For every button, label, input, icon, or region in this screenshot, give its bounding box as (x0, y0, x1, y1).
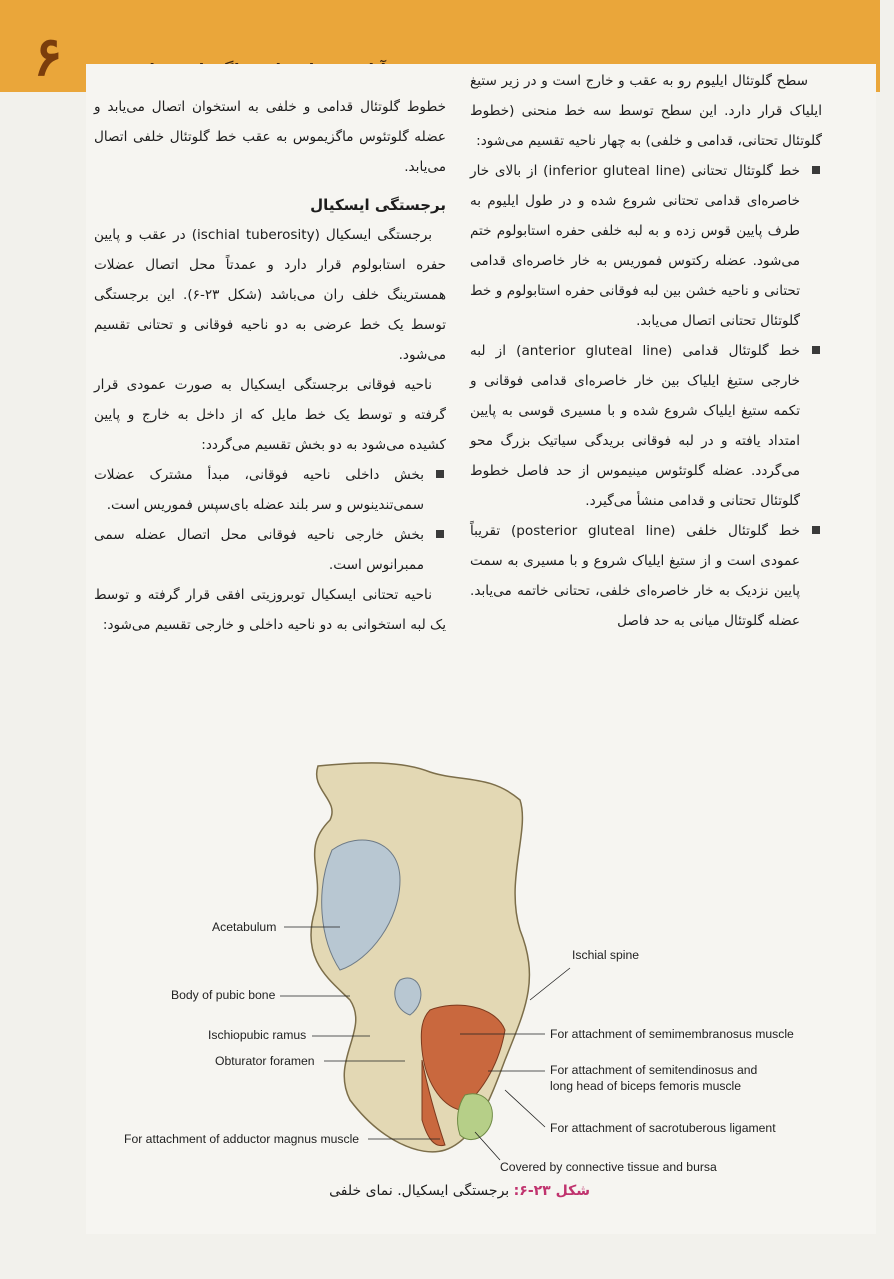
leader-ischial-spine (530, 968, 570, 1000)
bone-illustration (100, 760, 880, 1180)
leader-sacrotuberous (505, 1090, 545, 1127)
bullet-inferior-gluteal-line: خط گلوتئال تحتانی (inferior gluteal line) از بالای خار خاصره‌ای قدامی تحتانی شروع شده و در طول ایلیوم به طرف پایین قوس زده و به لبه خلفی حفره استابولوم ختم می‌شود. عضله رکتوس فموریس به خار خاصره‌ای قدامی تحتانی و ناحیه خشن بین لبه فوقانی حفره استابولوم و خط گلوتئال تحتانی اتصال می‌یابد. (470, 156, 822, 336)
sacrotuberous-area (458, 1094, 493, 1140)
label-semimembranosus-attachment: For attachment of semimembranosus muscle (550, 1027, 794, 1041)
bullet-square-icon (812, 526, 820, 534)
figure-caption (329, 1183, 590, 1199)
bullet-lateral-part: بخش خارجی ناحیه فوقانی محل اتصال عضله سمی ممبرانوس است. (94, 520, 446, 580)
bullet-posterior-gluteal-line: خط گلوتئال خلفی (posterior gluteal line) تقریباً عمودی است و از ستیغ ایلیاک شروع و با مسیری به سمت پایین نزدیک به خار خاصره‌ای خلفی، تحتانی خاتمه می‌یابد. عضله گلوتئال میانی به حد فاصل (470, 516, 822, 636)
label-sacrotuberous-attachment: For attachment of sacrotuberous ligament (550, 1121, 776, 1135)
label-adductor-attachment: For attachment of adductor magnus muscle (124, 1132, 360, 1146)
left-text-column (94, 92, 446, 640)
caption-text: برجستگی ایسکیال. نمای خلفی (329, 1183, 510, 1199)
continuation-paragraph: خطوط گلوتئال قدامی و خلفی به استخوان اتصال می‌یابد و عضله گلوتئوس ماگزیموس به عقب خط گلوتئال خلفی اتصال می‌یابد. (94, 99, 446, 175)
label-body-of-pubic-bone: Body of pubic bone (171, 988, 276, 1002)
caption-number: شکل ۲۳-۶: (513, 1183, 590, 1199)
right-text-column (470, 66, 822, 636)
label-ischial-spine: Ischial spine (572, 948, 640, 962)
chapter-number: ۶ (33, 24, 63, 88)
ischial-tuberosity-figure (100, 760, 880, 1180)
label-semitendinosus-attachment-1: For attachment of semitendinosus and (550, 1063, 758, 1077)
label-covered-bursa: Covered by connective tissue and bursa (500, 1160, 717, 1174)
bullet-anterior-gluteal-line: خط گلوتئال قدامی (anterior gluteal line) از لبه خارجی ستیغ ایلیاک بین خار خاصره‌ای قدامی فوقانی و تکمه ستیغ ایلیاک شروع شده و با مسیری قوسی به پایین امتداد یافته و در لبه فوقانی بریدگی سیاتیک بزرگ محو می‌گردد. عضله گلوتئوس مینیموس از حد فاصل خطوط گلوتئال تحتانی و قدامی منشأ می‌گیرد. (470, 336, 822, 516)
bullet-square-icon (436, 470, 444, 478)
leader-covered (475, 1132, 500, 1160)
label-ischiopubic-ramus: Ischiopubic ramus (208, 1028, 307, 1042)
paragraph-ischial-tuberosity: برجستگی ایسکیال (ischial tuberosity) در عقب و پایین حفره استابولوم قرار دارد و عمدتاً محل اتصال عضلات همسترینگ خلف ران می‌باشد (شکل ۲۳-۶). این برجستگی توسط یک خط عرضی به دو ناحیه فوقانی و تحتانی تقسیم می‌شود. (94, 227, 446, 363)
bullet-square-icon (436, 530, 444, 538)
label-acetabulum: Acetabulum (212, 920, 277, 934)
intro-paragraph: سطح گلوتئال ایلیوم رو به عقب و خارج است و در زیر ستیغ ایلیاک قرار دارد. این سطح توسط سه خط منحنی (خطوط گلوتئال تحتانی، قدامی و خلفی) به چهار ناحیه تقسیم می‌شود: (470, 73, 822, 149)
bullet-square-icon (812, 166, 820, 174)
paragraph-upper-region: ناحیه فوقانی برجستگی ایسکیال به صورت عمودی قرار گرفته و توسط یک خط مایل که از داخل به خارج و پایین کشیده می‌شود به دو بخش تقسیم می‌گردد: (94, 377, 446, 453)
label-obturator-foramen: Obturator foramen (215, 1054, 315, 1068)
bullet-medial-part: بخش داخلی ناحیه فوقانی، مبدأ مشترک عضلات سمی‌تندینوس و سر بلند عضله بای‌سپس فموریس است. (94, 460, 446, 520)
paragraph-lower-region: ناحیه تحتانی ایسکیال توبروزیتی افقی قرار گرفته و توسط یک لبه استخوانی به دو ناحیه داخلی و خارجی تقسیم می‌شود: (94, 587, 446, 633)
section-heading: برجستگی ایسکیال (310, 196, 446, 214)
bullet-square-icon (812, 346, 820, 354)
label-semitendinosus-attachment-2: long head of biceps femoris muscle (550, 1079, 742, 1093)
